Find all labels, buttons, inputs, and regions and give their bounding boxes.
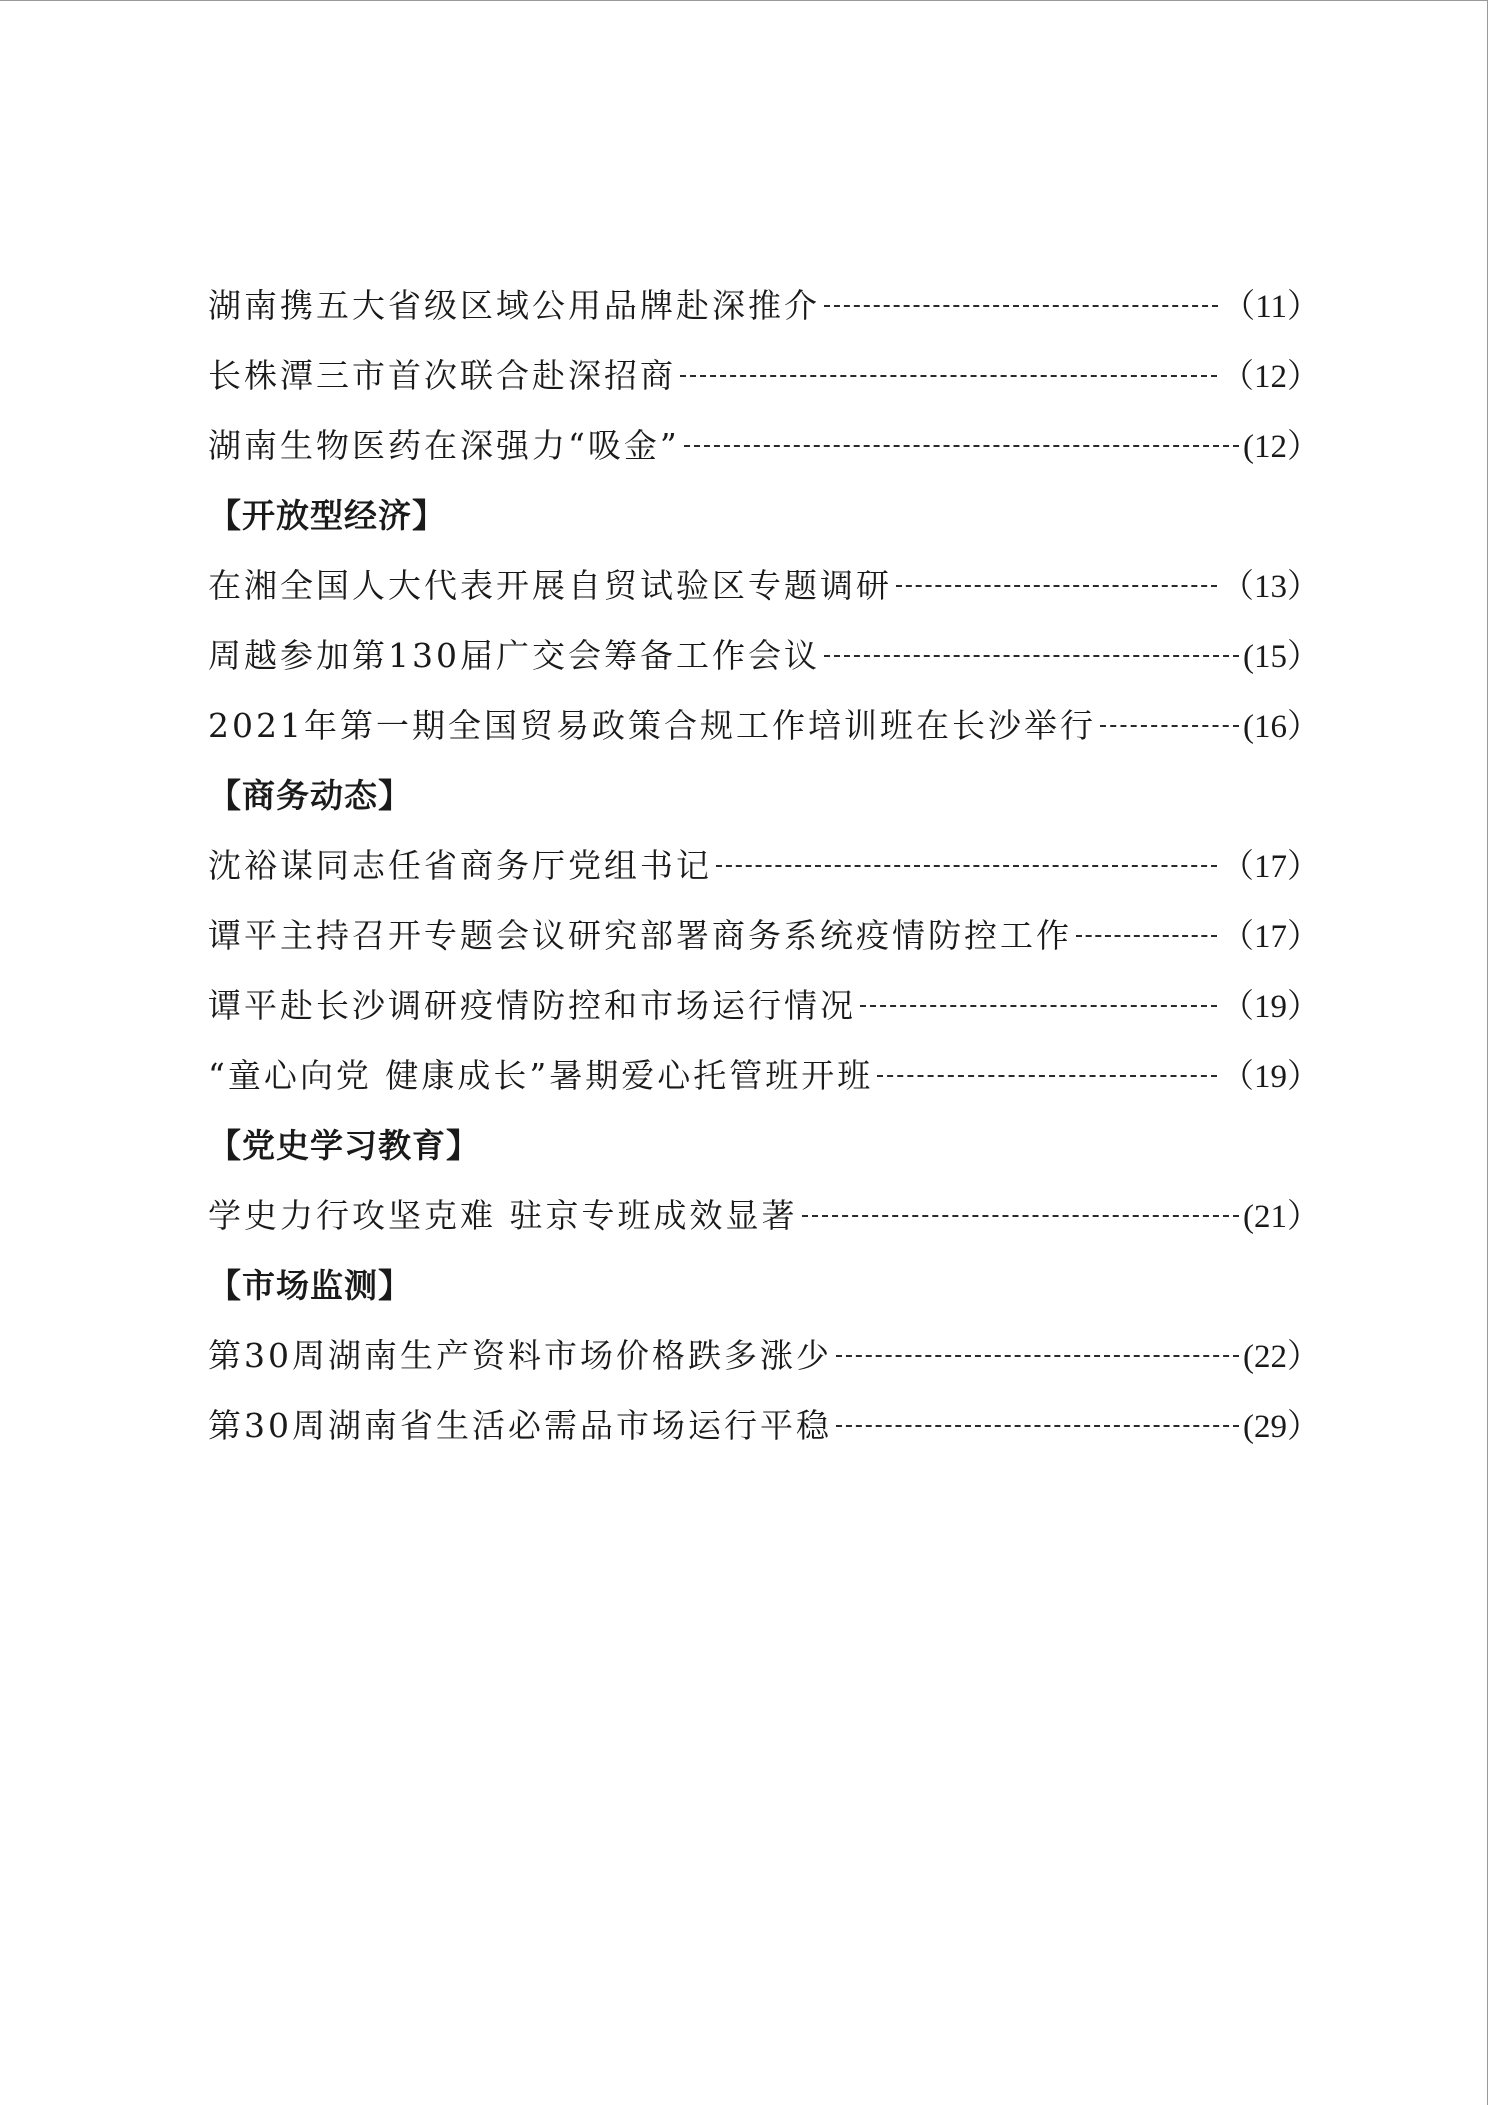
toc-entry[interactable] <box>208 1038 1320 1108</box>
toc-entry-page: （19） <box>1221 1058 1320 1095</box>
toc-entry-page: (21） <box>1243 1198 1320 1235</box>
section-heading-text: 【商务动态】 <box>208 775 412 815</box>
dot-leader <box>802 1215 1240 1217</box>
dot-leader <box>1100 725 1239 727</box>
toc-entry-title: 2021年第一期全国贸易政策合规工作培训班在长沙举行 <box>208 705 1096 745</box>
dot-leader <box>824 305 1218 307</box>
toc-entry-page: (12） <box>1243 428 1320 465</box>
toc-section-heading <box>208 478 1320 548</box>
toc-entry-title: 谭平主持召开专题会议研究部署商务系统疫情防控工作 <box>208 915 1072 955</box>
toc-entry[interactable] <box>208 828 1320 898</box>
toc-entry-title: 湖南生物医药在深强力“吸金” <box>208 425 680 465</box>
dot-leader <box>860 1005 1217 1007</box>
toc-entry[interactable] <box>208 618 1320 688</box>
section-heading-text: 【市场监测】 <box>208 1265 412 1305</box>
toc-entry-page: （12） <box>1221 358 1320 395</box>
dot-leader <box>680 375 1217 377</box>
toc-entry[interactable] <box>208 1318 1320 1388</box>
dot-leader <box>824 655 1239 657</box>
toc-entry[interactable] <box>208 898 1320 968</box>
toc-entry-title: “童心向党 健康成长”暑期爱心托管班开班 <box>208 1055 874 1095</box>
toc-entry[interactable] <box>208 968 1320 1038</box>
toc-entry-title: 湖南携五大省级区域公用品牌赴深推介 <box>208 285 820 325</box>
toc-section-heading <box>208 1248 1320 1318</box>
toc-entry-page: （19） <box>1221 988 1320 1025</box>
section-heading-text: 【开放型经济】 <box>208 495 446 535</box>
toc-entry-title: 在湘全国人大代表开展自贸试验区专题调研 <box>208 565 892 605</box>
toc-entry[interactable] <box>208 338 1320 408</box>
dot-leader <box>716 865 1217 867</box>
toc-entry-title: 第30周湖南省生活必需品市场运行平稳 <box>208 1405 832 1445</box>
dot-leader <box>877 1075 1217 1077</box>
dot-leader <box>836 1355 1239 1357</box>
toc-entry-page: （11） <box>1222 288 1320 325</box>
dot-leader <box>1076 935 1217 937</box>
toc-entry-title: 周越参加第130届广交会筹备工作会议 <box>208 635 820 675</box>
toc-entry-page: （17） <box>1221 918 1320 955</box>
toc-entry-page: (15） <box>1243 638 1320 675</box>
table-of-contents <box>208 268 1320 1458</box>
toc-entry[interactable] <box>208 1388 1320 1458</box>
toc-entry[interactable] <box>208 688 1320 758</box>
toc-entry-page: (29） <box>1243 1408 1320 1445</box>
toc-entry-page: （13） <box>1221 568 1320 605</box>
toc-section-heading <box>208 758 1320 828</box>
toc-entry-title: 学史力行攻坚克难 驻京专班成效显著 <box>208 1195 798 1235</box>
dot-leader <box>896 585 1217 587</box>
toc-entry[interactable] <box>208 548 1320 618</box>
toc-entry-page: （17） <box>1221 848 1320 885</box>
toc-entry[interactable] <box>208 408 1320 478</box>
toc-entry-page: (22） <box>1243 1338 1320 1375</box>
section-heading-text: 【党史学习教育】 <box>208 1125 480 1165</box>
toc-entry[interactable] <box>208 268 1320 338</box>
page-border-top <box>0 0 1488 1</box>
toc-entry[interactable] <box>208 1178 1320 1248</box>
toc-entry-title: 长株潭三市首次联合赴深招商 <box>208 355 676 395</box>
toc-section-heading <box>208 1108 1320 1178</box>
toc-entry-page: (16） <box>1243 708 1320 745</box>
toc-entry-title: 谭平赴长沙调研疫情防控和市场运行情况 <box>208 985 856 1025</box>
dot-leader <box>684 445 1239 447</box>
dot-leader <box>836 1425 1239 1427</box>
toc-entry-title: 沈裕谋同志任省商务厅党组书记 <box>208 845 712 885</box>
toc-entry-title: 第30周湖南生产资料市场价格跌多涨少 <box>208 1335 832 1375</box>
